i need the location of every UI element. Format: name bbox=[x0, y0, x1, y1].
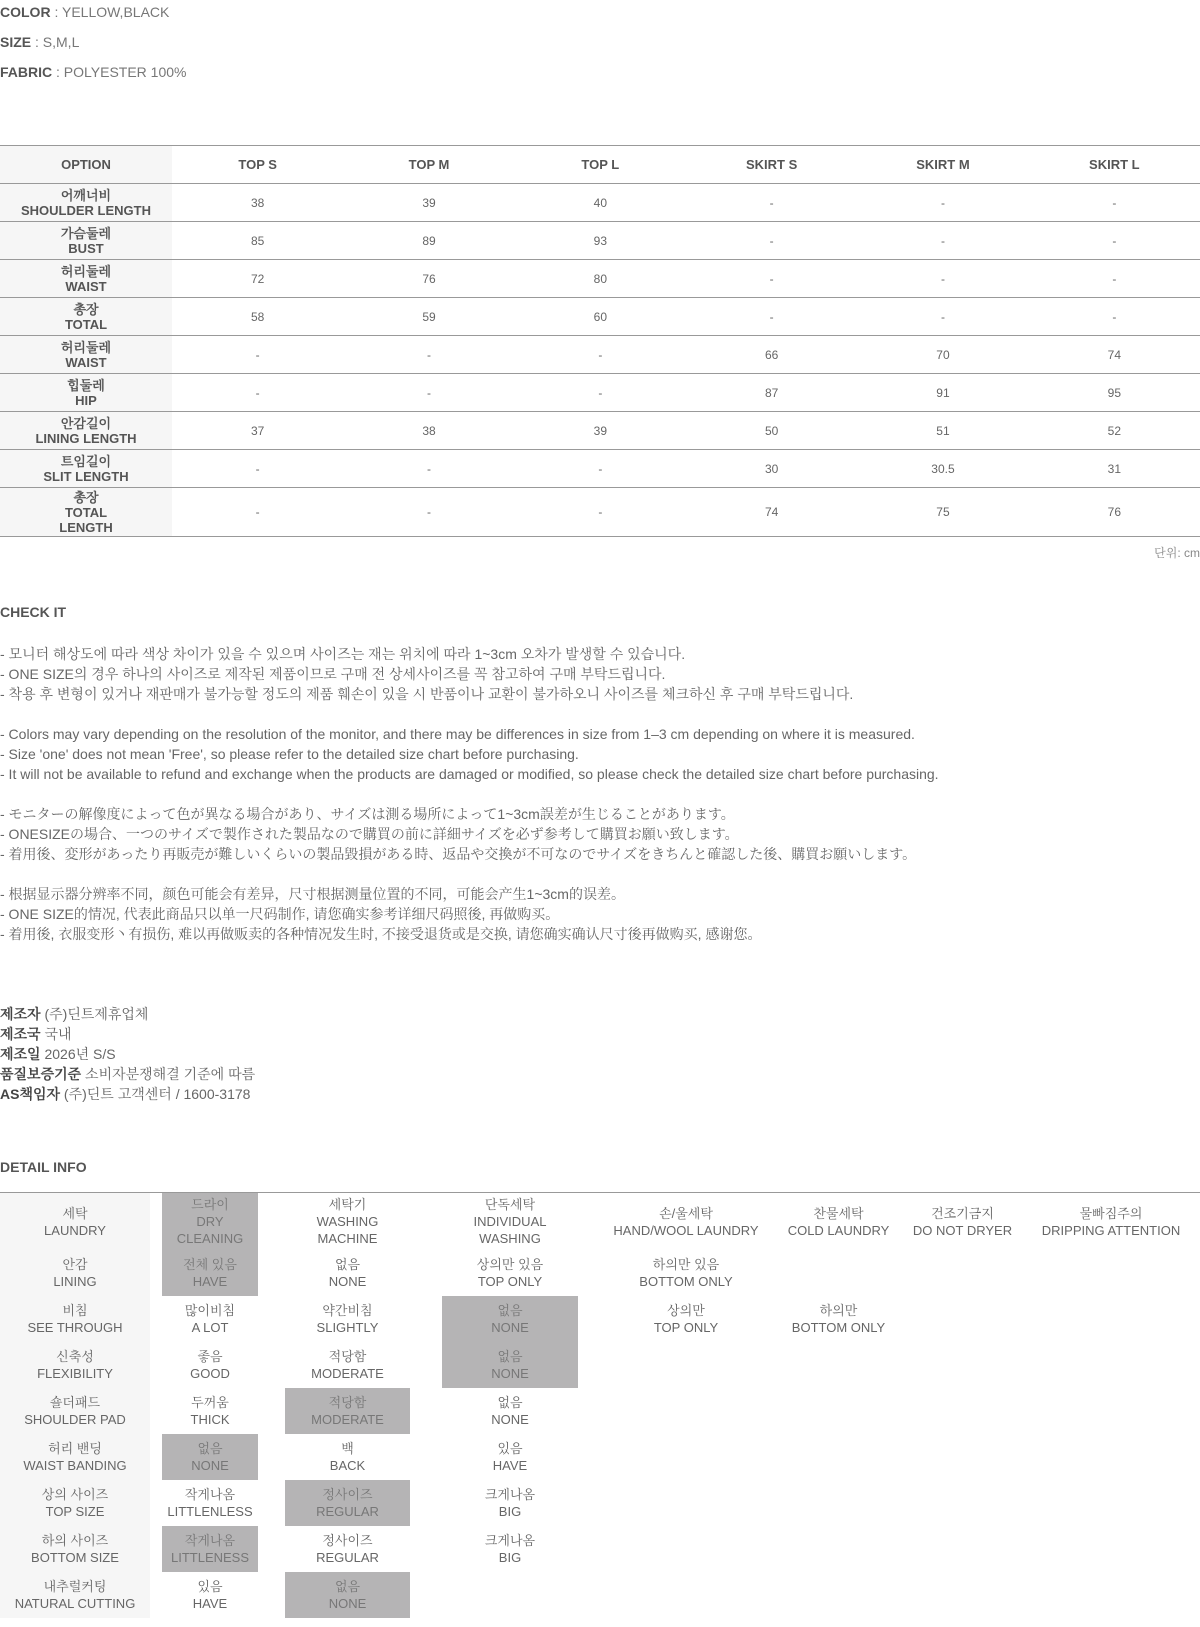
detail-option-text: HAND/WOOL LAUNDRY bbox=[613, 1222, 759, 1238]
table-cell: 87 bbox=[686, 374, 857, 412]
table-cell: 76 bbox=[1107, 505, 1121, 519]
notes-group bbox=[0, 884, 1200, 944]
table-cell: - bbox=[172, 450, 343, 488]
row-label bbox=[0, 336, 172, 374]
detail-info-title: DETAIL INFO bbox=[0, 1159, 87, 1175]
detail-option bbox=[442, 1250, 578, 1296]
spec-value: : POLYESTER 100% bbox=[52, 64, 187, 80]
table-cell: - bbox=[1029, 184, 1200, 222]
column-header: SKIRT M bbox=[857, 146, 1028, 184]
detail-row-label bbox=[0, 1572, 150, 1618]
row-label-en: TOTAL bbox=[64, 316, 108, 332]
detail-option bbox=[598, 1193, 774, 1250]
unit-label: 단위: cm bbox=[1154, 546, 1200, 560]
detail-row bbox=[0, 1342, 1200, 1388]
detail-label-text: LINING bbox=[53, 1274, 97, 1289]
manufacturer-value: (주)딘트제휴업체 bbox=[40, 1006, 149, 1022]
detail-row-label bbox=[0, 1480, 150, 1526]
detail-row-label bbox=[0, 1193, 150, 1250]
detail-option bbox=[285, 1434, 410, 1480]
detail-option-text: 많이비침 bbox=[184, 1303, 236, 1318]
detail-option-text: NONE bbox=[491, 1320, 529, 1335]
detail-option-text: 건조기금지 bbox=[931, 1205, 994, 1221]
table-cell: 39 bbox=[343, 184, 514, 222]
detail-option-text: NONE bbox=[191, 1458, 229, 1473]
table-cell: 66 bbox=[686, 336, 857, 374]
detail-option-text: COLD LAUNDRY bbox=[787, 1222, 890, 1238]
manufacturer-label: 제조자 bbox=[0, 1006, 41, 1022]
detail-row-label bbox=[0, 1296, 150, 1342]
table-cell: 72 bbox=[172, 260, 343, 298]
notes-group bbox=[0, 724, 1200, 784]
column-header: TOP S bbox=[172, 146, 343, 184]
spec-line bbox=[0, 64, 186, 80]
detail-option bbox=[285, 1526, 410, 1572]
detail-option bbox=[162, 1572, 258, 1618]
detail-option-text: NONE bbox=[491, 1366, 529, 1381]
table-cell: 85 bbox=[172, 222, 343, 260]
detail-option-text: THICK bbox=[190, 1412, 230, 1427]
detail-option-text: 하의만 있음 bbox=[652, 1257, 720, 1272]
detail-label-text: 숄더패드 bbox=[49, 1395, 101, 1410]
detail-option-text: 드라이 bbox=[191, 1197, 229, 1212]
detail-option-text: 두꺼움 bbox=[191, 1395, 229, 1410]
detail-option-text: 크게나옴 bbox=[484, 1533, 536, 1548]
table-cell: - bbox=[1029, 260, 1200, 298]
detail-row bbox=[0, 1526, 1200, 1572]
row-label bbox=[0, 488, 172, 537]
note-line: - 着用後, 衣服变形丶有损伤, 难以再做贩卖的各种情况发生时, 不接受退货或是交换, 请您确实确认尺寸後再做购买, 感谢您。 bbox=[0, 926, 762, 942]
table-cell: - bbox=[343, 374, 514, 412]
table-cell: - bbox=[343, 450, 514, 488]
detail-option bbox=[598, 1296, 774, 1342]
table-row bbox=[0, 184, 1200, 222]
detail-option bbox=[1022, 1193, 1200, 1250]
detail-option-text: 단독세탁 bbox=[484, 1197, 536, 1212]
manufacturer-line bbox=[0, 1044, 255, 1064]
detail-option-text: WASHING MACHINE bbox=[316, 1214, 379, 1246]
detail-option bbox=[162, 1342, 258, 1388]
detail-option-selected bbox=[162, 1526, 258, 1572]
manufacturer-value: 2026년 S/S bbox=[40, 1046, 116, 1062]
detail-row bbox=[0, 1480, 1200, 1526]
detail-row bbox=[0, 1296, 1200, 1342]
detail-row bbox=[0, 1250, 1200, 1296]
detail-option-text: 손/울세탁 bbox=[659, 1205, 713, 1221]
detail-option-text: BIG bbox=[498, 1550, 522, 1565]
detail-label-text: BOTTOM SIZE bbox=[31, 1550, 119, 1565]
row-label-en: SHOULDER LENGTH bbox=[21, 202, 151, 218]
table-cell: 59 bbox=[343, 298, 514, 336]
table-cell: - bbox=[686, 298, 857, 336]
detail-option-text: 상의만 bbox=[667, 1303, 705, 1318]
table-cell: - bbox=[686, 184, 857, 222]
detail-label-text: 안감 bbox=[62, 1257, 88, 1272]
table-cell: - bbox=[343, 336, 514, 374]
detail-option-text: HAVE bbox=[192, 1274, 228, 1289]
detail-label-text: TOP SIZE bbox=[45, 1504, 105, 1519]
detail-option-text: DO NOT DRYER bbox=[912, 1222, 1013, 1238]
detail-option-text: DRIPPING ATTENTION bbox=[1041, 1222, 1181, 1238]
manufacturer-line bbox=[0, 1084, 255, 1104]
table-cell: - bbox=[172, 374, 343, 412]
table-row bbox=[0, 298, 1200, 336]
manufacturer-value: (주)딘트 고객센터 / 1600-3178 bbox=[60, 1086, 251, 1102]
row-label-ko: 트임길이 bbox=[60, 453, 112, 469]
row-label-ko: 허리둘레 bbox=[60, 339, 112, 355]
manufacturer-value: 국내 bbox=[40, 1026, 72, 1042]
table-cell: - bbox=[686, 260, 857, 298]
detail-option-selected bbox=[162, 1193, 258, 1250]
table-cell: 74 bbox=[764, 505, 779, 519]
detail-option-text: 정사이즈 bbox=[322, 1533, 373, 1548]
detail-option bbox=[162, 1296, 258, 1342]
detail-row bbox=[0, 1193, 1200, 1250]
table-cell: 52 bbox=[1029, 412, 1200, 450]
detail-option-text: 없음 bbox=[334, 1257, 361, 1272]
detail-option-selected bbox=[285, 1480, 410, 1526]
spec-value: : S,M,L bbox=[31, 34, 80, 50]
table-cell: 75 bbox=[936, 505, 950, 519]
note-line: - 착용 후 변형이 있거나 재판매가 불가능할 정도의 제품 훼손이 있을 시 반품이나 교환이 불가하오니 사이즈를 체크하신 후 구매 부탁드립니다. bbox=[0, 686, 854, 702]
detail-option-text: GOOD bbox=[190, 1366, 230, 1381]
table-cell: - bbox=[857, 222, 1028, 260]
row-label-en: LINING LENGTH bbox=[35, 430, 137, 446]
row-label bbox=[0, 298, 172, 336]
note-line: - It will not be available to refund and exchange when the products are damaged or modified, so please check the detailed size chart before purchasing. bbox=[0, 766, 939, 782]
detail-option-text: 찬물세탁 bbox=[813, 1205, 864, 1221]
note-line: - ONE SIZE的情况, 代表此商品只以单一尺码制作, 请您确实参考详细尺码照後, 再做购买。 bbox=[0, 906, 560, 922]
detail-row bbox=[0, 1572, 1200, 1618]
detail-option bbox=[442, 1526, 578, 1572]
check-it-title: CHECK IT bbox=[0, 604, 67, 620]
spec-line bbox=[0, 34, 79, 50]
spec-label: SIZE bbox=[0, 34, 32, 50]
detail-label-text: 비침 bbox=[62, 1303, 88, 1318]
row-label bbox=[0, 374, 172, 412]
detail-row-label bbox=[0, 1250, 150, 1296]
detail-option bbox=[442, 1434, 578, 1480]
note-line: - 모니터 해상도에 따라 색상 차이가 있을 수 있으며 사이즈는 재는 위치에 따라 1~3cm 오차가 발생할 수 있습니다. bbox=[0, 646, 686, 662]
detail-label-text: 세탁 bbox=[62, 1205, 88, 1221]
note-line: - ONESIZEの場合、一つのサイズで製作された製品なので購買の前に詳細サイズを必ず参考して購買お願い致します。 bbox=[0, 826, 739, 842]
table-cell: 30.5 bbox=[857, 450, 1028, 488]
detail-label-text: 하의 사이즈 bbox=[41, 1533, 109, 1548]
table-cell: 80 bbox=[515, 260, 686, 298]
detail-option-text: CLEANING bbox=[176, 1231, 244, 1246]
table-cell: 91 bbox=[857, 374, 1028, 412]
detail-option-text: 없음 bbox=[334, 1579, 361, 1594]
table-cell: - bbox=[515, 374, 686, 412]
note-line: - Colors may vary depending on the resolution of the monitor, and there may be differences in size from 1–3 cm depending on where it is measured. bbox=[0, 726, 915, 742]
detail-option bbox=[162, 1388, 258, 1434]
row-label-en: SLIT LENGTH bbox=[43, 468, 129, 484]
table-cell: - bbox=[515, 450, 686, 488]
spec-line bbox=[0, 4, 169, 20]
manufacturer-value: 소비자분쟁해결 기준에 따름 bbox=[81, 1066, 256, 1082]
row-label-ko: 허리둘레 bbox=[60, 263, 112, 279]
manufacturer-label: 제조국 bbox=[0, 1026, 41, 1042]
table-cell: - bbox=[857, 260, 1028, 298]
size-table bbox=[0, 145, 1200, 537]
detail-option bbox=[285, 1296, 410, 1342]
detail-row-label bbox=[0, 1342, 150, 1388]
detail-option bbox=[903, 1193, 1022, 1250]
spec-label: COLOR bbox=[0, 4, 51, 20]
detail-option-selected bbox=[162, 1434, 258, 1480]
table-cell: 93 bbox=[515, 222, 686, 260]
detail-option-text: SLIGHTLY bbox=[316, 1320, 379, 1335]
row-label bbox=[0, 222, 172, 260]
table-row bbox=[0, 412, 1200, 450]
detail-option-text: MODERATE bbox=[311, 1412, 384, 1427]
manufacturer-label: 품질보증기준 bbox=[0, 1066, 82, 1082]
detail-option-text: NONE bbox=[491, 1412, 529, 1427]
row-label-en: BUST bbox=[68, 240, 104, 256]
table-cell: 70 bbox=[857, 336, 1028, 374]
detail-option bbox=[442, 1193, 578, 1250]
detail-option-text: 작게나옴 bbox=[184, 1487, 236, 1502]
column-header: TOP L bbox=[515, 146, 686, 184]
notes-group bbox=[0, 804, 1200, 864]
detail-option-text: BIG bbox=[498, 1504, 522, 1519]
row-label bbox=[0, 260, 172, 298]
detail-label-text: NATURAL CUTTING bbox=[14, 1596, 136, 1611]
detail-option-text: 적당함 bbox=[328, 1349, 367, 1364]
row-label bbox=[0, 412, 172, 450]
detail-option-text: 하의만 bbox=[819, 1303, 858, 1318]
table-cell: 38 bbox=[172, 184, 343, 222]
manufacturer-info bbox=[0, 1004, 255, 1104]
detail-row bbox=[0, 1434, 1200, 1480]
detail-label-text: FLEXIBILITY bbox=[37, 1366, 113, 1381]
table-cell: - bbox=[515, 336, 686, 374]
table-cell: - bbox=[686, 222, 857, 260]
detail-option-text: 크게나옴 bbox=[484, 1487, 536, 1502]
detail-option-text: DRY bbox=[196, 1214, 224, 1229]
row-label-en: WAIST bbox=[65, 278, 107, 294]
table-cell: - bbox=[1029, 222, 1200, 260]
row-label-ko: 가슴둘레 bbox=[60, 225, 112, 241]
detail-option-text: 적당함 bbox=[328, 1395, 367, 1410]
manufacturer-label: AS책임자 bbox=[0, 1086, 61, 1102]
row-label-en: WAIST bbox=[65, 354, 107, 370]
table-cell: 74 bbox=[1029, 336, 1200, 374]
spec-value: : YELLOW,BLACK bbox=[50, 4, 170, 20]
table-cell: 58 bbox=[172, 298, 343, 336]
detail-label-text: 허리 밴딩 bbox=[48, 1441, 102, 1456]
manufacturer-line bbox=[0, 1004, 255, 1024]
detail-option bbox=[442, 1388, 578, 1434]
detail-option bbox=[442, 1480, 578, 1526]
detail-option-text: 있음 bbox=[197, 1579, 223, 1594]
row-label-ko: 총장 bbox=[73, 301, 99, 317]
detail-option-text: 약간비침 bbox=[322, 1303, 373, 1318]
detail-label-text: 상의 사이즈 bbox=[41, 1487, 109, 1502]
table-cell: - bbox=[172, 336, 343, 374]
row-label-ko: 총장 bbox=[73, 489, 99, 505]
detail-option-text: HAVE bbox=[492, 1458, 528, 1473]
detail-option-selected bbox=[285, 1572, 410, 1618]
table-cell: 39 bbox=[515, 412, 686, 450]
detail-option-text: LITTLENLESS bbox=[167, 1504, 253, 1519]
check-it-notes bbox=[0, 644, 1200, 964]
detail-option-text: REGULAR bbox=[316, 1504, 379, 1519]
detail-option-text: 상의만 있음 bbox=[476, 1257, 544, 1272]
detail-label-text: WAIST BANDING bbox=[23, 1458, 127, 1473]
spec-label: FABRIC bbox=[0, 64, 53, 80]
detail-option-text: 세탁기 bbox=[328, 1197, 367, 1212]
detail-option-text: NONE bbox=[328, 1274, 367, 1289]
detail-option bbox=[774, 1193, 903, 1250]
detail-option-text: HAVE bbox=[192, 1596, 228, 1611]
table-cell: 31 bbox=[1029, 450, 1200, 488]
table-cell: 76 bbox=[343, 260, 514, 298]
table-cell: - bbox=[426, 505, 431, 519]
detail-option-selected bbox=[162, 1250, 258, 1296]
table-cell: 30 bbox=[686, 450, 857, 488]
table-cell: 60 bbox=[515, 298, 686, 336]
table-row bbox=[0, 222, 1200, 260]
detail-option-text: A LOT bbox=[191, 1320, 229, 1335]
row-label-ko: 힙둘레 bbox=[67, 377, 105, 393]
detail-label-text: SEE THROUGH bbox=[27, 1320, 123, 1335]
detail-label-text: SHOULDER PAD bbox=[24, 1412, 126, 1427]
detail-label-text: LAUNDRY bbox=[44, 1222, 106, 1238]
note-line: - ONE SIZE의 경우 하나의 사이즈로 제작된 제품이므로 구매 전 상세사이즈를 꼭 참고하여 구매 부탁드립니다. bbox=[0, 666, 666, 682]
detail-row-label bbox=[0, 1434, 150, 1480]
manufacturer-label: 제조일 bbox=[0, 1046, 41, 1062]
detail-option-text: TOP ONLY bbox=[653, 1320, 719, 1335]
note-line: - 着用後、変形があったり再販売が難しいくらいの製品毀損がある時、返品や交換が不可なのでサイズをきちんと確認した後、購買お願いします。 bbox=[0, 846, 917, 862]
column-header: SKIRT L bbox=[1029, 146, 1200, 184]
size-table-header bbox=[0, 146, 1200, 184]
table-cell: 37 bbox=[172, 412, 343, 450]
column-header: SKIRT S bbox=[686, 146, 857, 184]
table-row bbox=[0, 488, 1200, 537]
table-cell: 89 bbox=[343, 222, 514, 260]
table-cell: - bbox=[598, 505, 603, 519]
detail-option-text: 백 bbox=[341, 1441, 354, 1456]
detail-info-grid bbox=[0, 1193, 1200, 1618]
detail-row bbox=[0, 1388, 1200, 1434]
detail-option-text: NONE bbox=[328, 1596, 367, 1611]
table-cell: 51 bbox=[857, 412, 1028, 450]
detail-option-text: 없음 bbox=[197, 1441, 223, 1456]
detail-option-selected bbox=[442, 1342, 578, 1388]
table-cell: 95 bbox=[1029, 374, 1200, 412]
detail-option-text: BACK bbox=[329, 1458, 366, 1473]
detail-option-text: 없음 bbox=[497, 1395, 523, 1410]
detail-option-text: 전체 있음 bbox=[183, 1257, 237, 1272]
detail-option-text: 없음 bbox=[497, 1303, 523, 1318]
detail-option-text: 작게나옴 bbox=[184, 1533, 236, 1548]
detail-option-text: REGULAR bbox=[316, 1550, 379, 1565]
detail-label-text: 신축성 bbox=[56, 1349, 94, 1364]
row-label-ko: 안감길이 bbox=[60, 415, 112, 431]
table-cell: - bbox=[1029, 298, 1200, 336]
detail-option-text: 있음 bbox=[497, 1441, 523, 1456]
manufacturer-line bbox=[0, 1024, 255, 1044]
detail-option-text: 없음 bbox=[497, 1349, 523, 1364]
column-header: OPTION bbox=[0, 146, 172, 184]
table-row bbox=[0, 336, 1200, 374]
note-line: - Size 'one' does not mean 'Free', so please refer to the detailed size chart before purchasing. bbox=[0, 746, 579, 762]
row-label bbox=[0, 450, 172, 488]
note-line: - 根据显示器分辨率不同，颜色可能会有差异，尺寸根据测量位置的不同，可能会产生1~3cm的误差。 bbox=[0, 886, 625, 902]
detail-option-selected bbox=[442, 1296, 578, 1342]
detail-label-text: 내추럴커팅 bbox=[43, 1579, 107, 1594]
detail-option-text: INDIVIDUAL WASHING bbox=[473, 1214, 547, 1246]
detail-option-selected bbox=[285, 1388, 410, 1434]
detail-option bbox=[285, 1193, 410, 1250]
manufacturer-line bbox=[0, 1064, 255, 1084]
table-cell: - bbox=[857, 184, 1028, 222]
detail-option-text: BOTTOM ONLY bbox=[639, 1274, 733, 1289]
note-line: - モニターの解像度によって色が異なる場合があり、サイズは測る場所によって1~3cm誤差が生じることがあります。 bbox=[0, 806, 735, 822]
row-label-ko: 어깨너비 bbox=[60, 187, 112, 203]
notes-group bbox=[0, 644, 1200, 704]
detail-option-text: 정사이즈 bbox=[322, 1487, 373, 1502]
table-cell: 50 bbox=[686, 412, 857, 450]
table-row bbox=[0, 260, 1200, 298]
detail-option-text: 물빠짐주의 bbox=[1079, 1205, 1143, 1221]
detail-option bbox=[285, 1250, 410, 1296]
detail-option-text: LITTLENESS bbox=[170, 1550, 250, 1565]
detail-option bbox=[774, 1296, 903, 1342]
table-cell: 40 bbox=[515, 184, 686, 222]
detail-option bbox=[598, 1250, 774, 1296]
row-label-en: HIP bbox=[75, 392, 97, 408]
table-row bbox=[0, 374, 1200, 412]
row-label-en: TOTAL LENGTH bbox=[59, 504, 113, 535]
detail-option-text: MODERATE bbox=[311, 1366, 384, 1381]
table-cell: - bbox=[857, 298, 1028, 336]
table-row bbox=[0, 450, 1200, 488]
detail-option bbox=[285, 1342, 410, 1388]
detail-option-text: TOP ONLY bbox=[477, 1274, 543, 1289]
table-cell: 38 bbox=[343, 412, 514, 450]
table-cell: - bbox=[255, 505, 260, 519]
detail-option-text: 좋음 bbox=[197, 1349, 223, 1364]
detail-option-text: BOTTOM ONLY bbox=[791, 1320, 886, 1335]
detail-row-label bbox=[0, 1526, 150, 1572]
row-label bbox=[0, 184, 172, 222]
detail-option bbox=[162, 1480, 258, 1526]
detail-row-label bbox=[0, 1388, 150, 1434]
column-header: TOP M bbox=[343, 146, 514, 184]
